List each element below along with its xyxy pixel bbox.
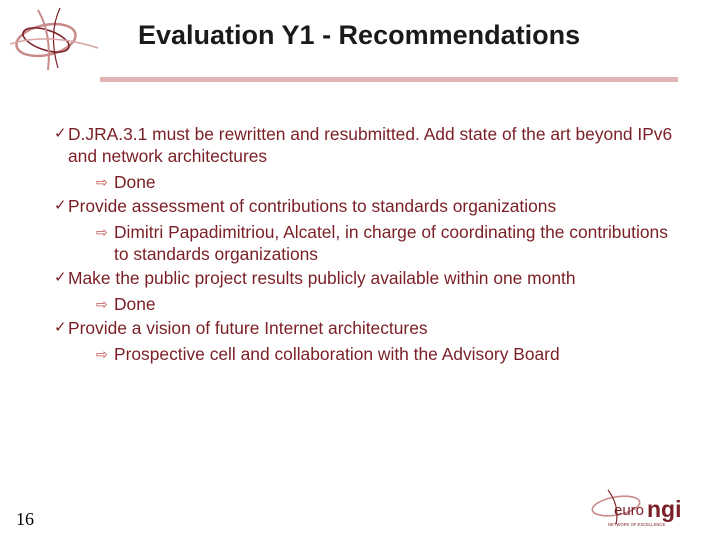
arrow-right-icon: ⇨ (96, 296, 108, 312)
logo-euro-text: euro (614, 502, 645, 519)
euro-ngi-logo (588, 488, 698, 528)
title-underline (100, 77, 678, 82)
sub-bullet-text: Dimitri Papadimitriou, Alcatel, in charge of coordinating the contributions to standards organizations (114, 222, 668, 264)
checkmark-icon: ✓ (54, 125, 67, 142)
euro-ngi-logo-swirl (8, 4, 100, 74)
sub-bullet-text: Done (114, 172, 156, 192)
sub-bullet-item (68, 293, 684, 315)
checkmark-icon: ✓ (54, 269, 67, 286)
sub-bullet-text: Prospective cell and collaboration with the Advisory Board (114, 344, 560, 364)
bullet-text: Provide a vision of future Internet architectures (68, 318, 428, 338)
sub-bullet-text: Done (114, 294, 156, 314)
slide-title: Evaluation Y1 - Recommendations (138, 20, 581, 50)
sub-bullet-item (68, 343, 684, 365)
bullet-text: Make the public project results publicly available within one month (68, 268, 576, 288)
bullet-list (54, 123, 684, 365)
arrow-right-icon: ⇨ (96, 224, 108, 240)
bullet-item (54, 267, 684, 315)
bullet-item (54, 195, 684, 265)
arrow-right-icon: ⇨ (96, 174, 108, 190)
bullet-item (54, 123, 684, 193)
bullet-text: Provide assessment of contributions to standards organizations (68, 196, 557, 216)
logo-ngi-text: ngi (647, 496, 682, 522)
checkmark-icon: ✓ (54, 197, 67, 214)
checkmark-icon: ✓ (54, 319, 67, 336)
sub-bullet-item (68, 171, 684, 193)
page-number: 16 (16, 509, 34, 529)
logo-tagline: NETWORK OF EXCELLENCE (608, 522, 666, 527)
sub-bullet-item (68, 221, 684, 265)
arrow-right-icon: ⇨ (96, 346, 108, 362)
bullet-item (54, 317, 684, 365)
bullet-text: D.JRA.3.1 must be rewritten and resubmitted. Add state of the art beyond IPv6 and network architectures (68, 124, 673, 166)
